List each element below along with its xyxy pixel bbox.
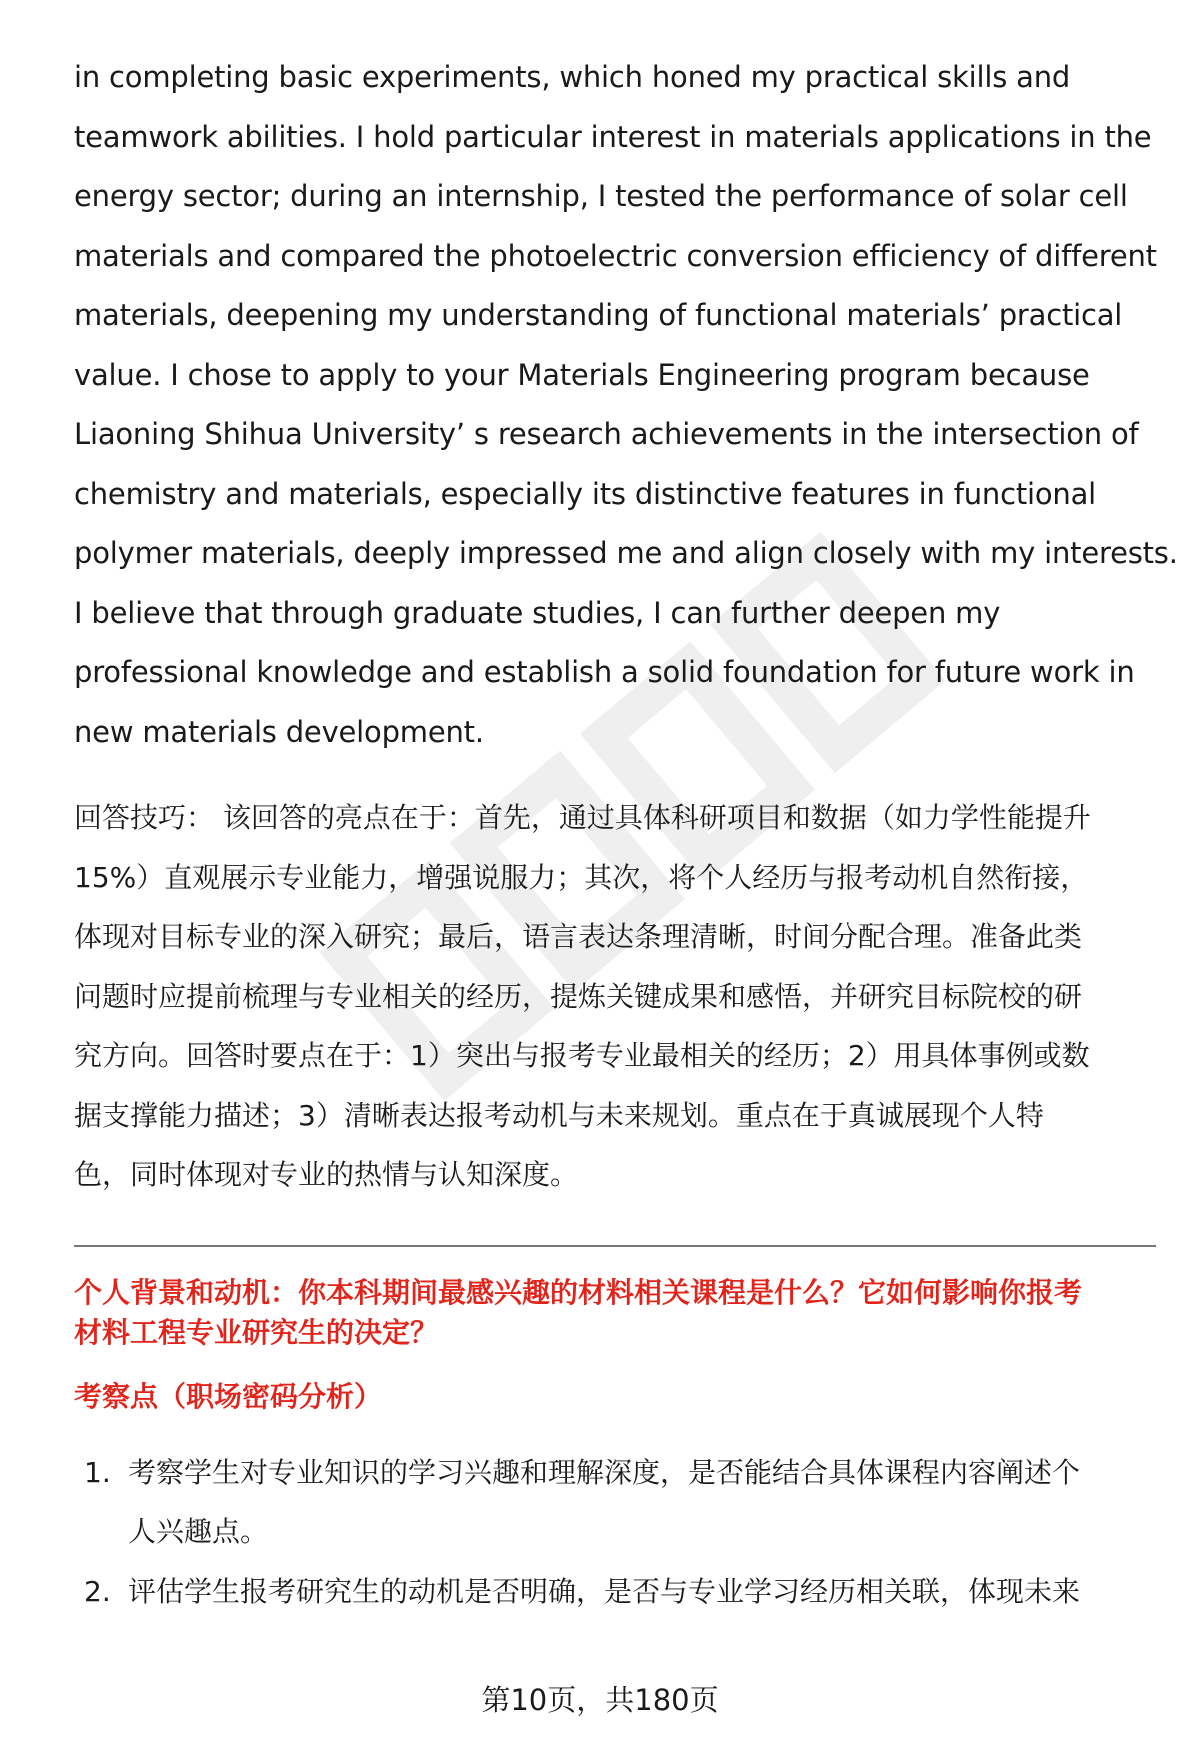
list-item-line: 人兴趣点。	[128, 1515, 269, 1548]
list-item-line: 评估学生报考研究生的动机是否明确，是否与专业学习经历相关联，体现未来	[128, 1574, 1081, 1608]
tips-line: 究方向。回答时要点在于：1）突出与报考专业最相关的经历；2）用具体事例或数	[74, 1039, 1090, 1072]
assessment-points-list	[74, 1443, 1156, 1622]
list-item	[74, 1562, 1156, 1622]
answer-line: professional knowledge and establish a solid foundation for future work in	[74, 655, 1135, 689]
list-item-number: 2.	[84, 1574, 111, 1608]
list-item	[74, 1443, 1156, 1562]
answer-english-paragraph	[74, 48, 1178, 762]
answer-line: in completing basic experiments, which honed my practical skills and	[74, 60, 1071, 94]
answer-line: chemistry and materials, especially its distinctive features in functional	[74, 476, 1096, 511]
answer-line: polymer materials, deeply impressed me and align closely with my interests.	[74, 536, 1178, 570]
page-number-footer: 第10页，共180页	[481, 1683, 719, 1717]
list-item-number: 1.	[84, 1455, 111, 1489]
answer-line: I believe that through graduate studies, I can further deepen my	[74, 595, 1001, 630]
answer-line: value. I chose to apply to your Materials Engineering program because	[74, 357, 1090, 392]
answer-line: Liaoning Shihua University’ s research achievements in the intersection of	[74, 417, 1139, 451]
answer-line: energy sector; during an internship, I tested the performance of solar cell	[74, 179, 1128, 213]
answer-line: materials and compared the photoelectric conversion efficiency of different	[74, 238, 1157, 273]
tips-line: 体现对目标专业的深入研究；最后，语言表达条理清晰，时间分配合理。准备此类	[74, 920, 1083, 953]
tips-line: 15%）直观展示专业能力，增强说服力；其次，将个人经历与报考动机自然衔接，	[74, 860, 1089, 894]
answer-line: teamwork abilities. I hold particular interest in materials applications in the	[74, 119, 1152, 154]
page-content	[74, 48, 1178, 1649]
list-item-line: 考察学生对专业知识的学习兴趣和理解深度，是否能结合具体课程内容阐述个	[128, 1455, 1081, 1489]
question-line: 材料工程专业研究生的决定？	[74, 1315, 439, 1349]
tips-line: 问题时应提前梳理与专业相关的经历，提炼关键成果和感悟，并研究目标院校的研	[74, 979, 1083, 1013]
tips-line: 据支撑能力描述；3）清晰表达报考动机与未来规划。重点在于真诚展现个人特	[74, 1098, 1044, 1132]
answer-line: new materials development.	[74, 714, 484, 749]
answer-line: materials, deepening my understanding of functional materials’ practical	[74, 298, 1123, 332]
section-divider	[74, 1245, 1156, 1247]
tips-line: 色，同时体现对专业的热情与认知深度。	[74, 1158, 579, 1191]
question-line: 个人背景和动机：你本科期间最感兴趣的材料相关课程是什么？它如何影响你报考	[74, 1275, 1083, 1309]
question-heading	[74, 1273, 1156, 1353]
answer-tips-paragraph	[74, 788, 1156, 1205]
tips-line: 回答技巧： 该回答的亮点在于：首先，通过具体科研项目和数据（如力学性能提升	[74, 801, 1091, 834]
assessment-points-title: 考察点（职场密码分析）	[74, 1379, 383, 1413]
